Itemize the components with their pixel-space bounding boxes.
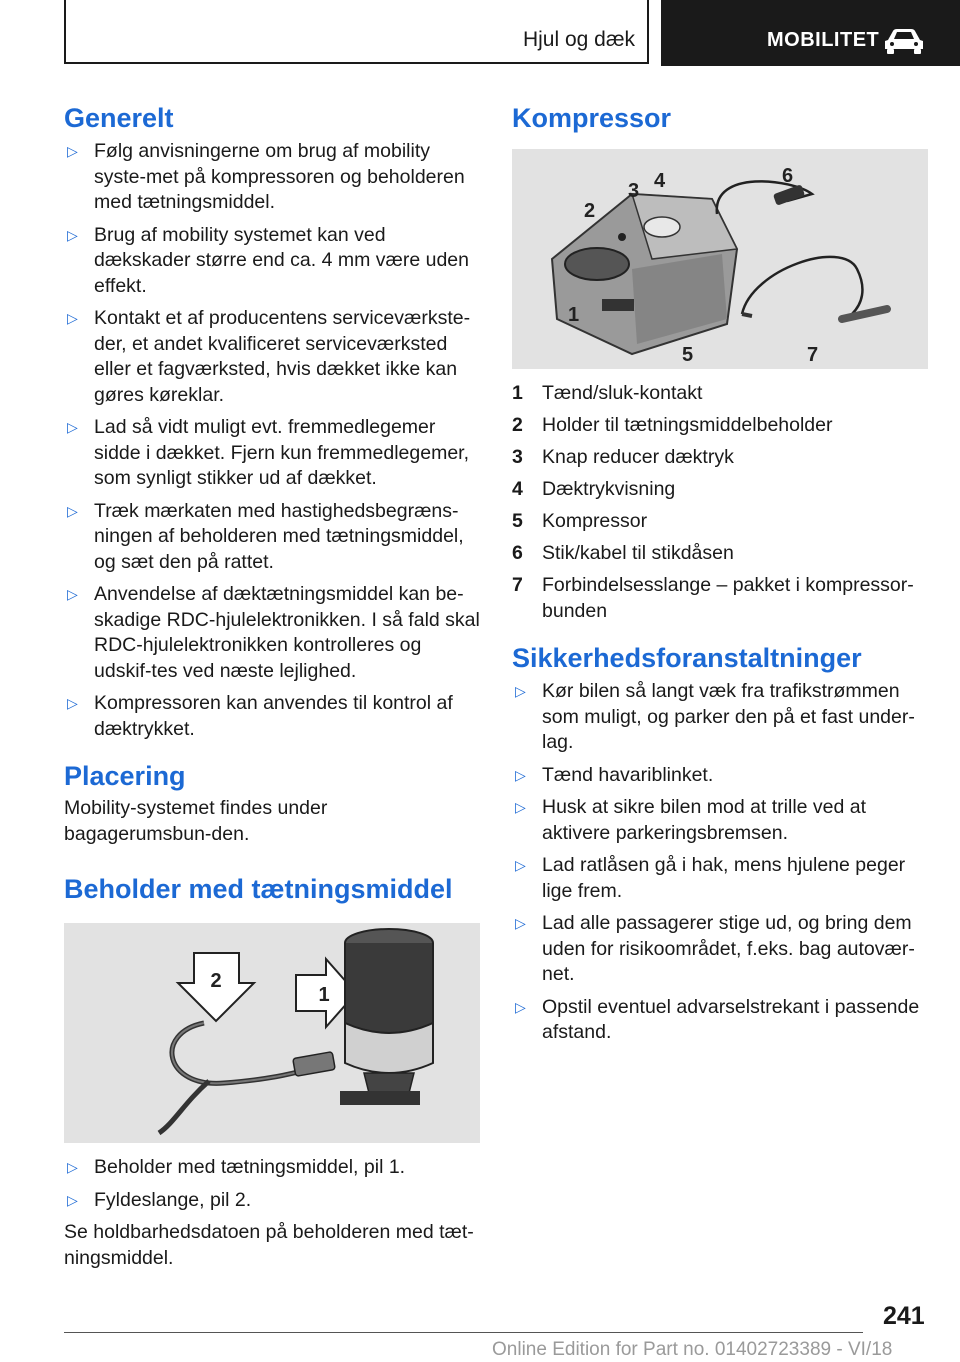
page-number: 241 — [883, 1302, 925, 1330]
sealant-container-illustration — [64, 923, 480, 1143]
chapter-tab[interactable] — [661, 0, 960, 66]
safety-list — [512, 679, 928, 1046]
figure-label: 5 — [682, 344, 694, 366]
triangle-bullet-icon: ▷ — [67, 695, 78, 711]
list-item: ▷ Lad alle passagerer stige ud, og bring dem uden for risikoområdet, f.eks. bag autovær-net. — [515, 912, 915, 985]
triangle-bullet-icon: ▷ — [67, 1191, 78, 1208]
list-item: ▷ Tænd havariblinket. — [512, 763, 928, 789]
car-icon — [882, 27, 926, 55]
list-item: 6 Stik/kabel til stikdåsen — [512, 542, 734, 564]
section-title: Hjul og dæk — [522, 28, 635, 51]
triangle-bullet-icon: ▷ — [515, 683, 526, 699]
figure-label: 1 — [318, 984, 330, 1006]
triangle-bullet-icon: ▷ — [67, 143, 78, 159]
list-item: ▷ Brug af mobility systemet kan ved dækskader større end ca. 4 mm være uden effekt. — [67, 223, 469, 297]
figure-label: 3 — [628, 180, 640, 202]
list-item: ▷ Kompressoren kan anvendes til kontrol af dæktrykket. — [67, 692, 453, 740]
figure-label: 7 — [807, 344, 819, 366]
triangle-bullet-icon: ▷ — [67, 419, 78, 435]
compressor-parts-list — [512, 381, 928, 624]
compressor-figure — [512, 149, 928, 369]
container-list — [64, 1155, 480, 1213]
heading-generelt: Generelt — [64, 103, 174, 133]
triangle-bullet-icon: ▷ — [67, 310, 78, 326]
figure-label: 2 — [210, 970, 222, 992]
list-item: ▷ Kør bilen så langt væk fra trafikstrømmen som muligt, og parker den på et fast under-lag. — [515, 680, 915, 753]
placement-text: Mobility-systemet findes under bagagerumsbun-den. — [64, 797, 328, 845]
list-item: ▷ Beholder med tætningsmiddel, pil 1. — [64, 1155, 480, 1181]
sealant-container-figure — [64, 923, 480, 1143]
left-column — [64, 98, 480, 1271]
list-item: 3 Knap reducer dæktryk — [512, 446, 734, 468]
figure-label: 1 — [568, 304, 580, 326]
list-item: ▷ Anvendelse af dæktætningsmiddel kan be-skadige RDC-hjulelektronikken. I så fald skal RDC-hjulelektronikken kontrolleres og udskif-tes ved næste lejlighed. — [67, 583, 480, 682]
header-section-box — [64, 0, 649, 64]
edition-text: Online Edition for Part no. 01402723389 - VI/18 — [492, 1339, 893, 1360]
list-item: ▷ Lad så vidt muligt evt. fremmedlegemer sidde i dækket. Fjern kun fremmedlegemer, som synligt stikker ud af dækket. — [67, 416, 469, 489]
figure-label: 2 — [584, 200, 596, 222]
figure-label: 4 — [654, 170, 666, 192]
list-item: ▷ Følg anvisningerne om brug af mobility syste-met på kompressoren og beholderen med tætningsmiddel. — [67, 140, 465, 213]
list-item: ▷ Opstil eventuel advarselstrekant i passende afstand. — [515, 995, 920, 1043]
list-item: ▷ Fyldeslange, pil 2. — [64, 1188, 480, 1214]
triangle-bullet-icon: ▷ — [67, 502, 78, 519]
list-item: 2 Holder til tætningsmiddelbeholder — [512, 414, 833, 436]
list-item: ▷ Træk mærkaten med hastighedsbegræns-ningen af beholderen med tætningsmiddel, og sæt den på rattet. — [67, 499, 464, 573]
footer-divider — [64, 1332, 863, 1333]
list-item: 4 Dæktrykvisning — [512, 478, 676, 500]
chapter-label: MOBILITET — [767, 29, 880, 51]
container-note: Se holdbarhedsdatoen på beholderen med tæt-ningsmiddel. — [64, 1221, 474, 1269]
triangle-bullet-icon: ▷ — [515, 857, 526, 873]
figure-label: 6 — [782, 165, 794, 187]
compressor-illustration — [512, 149, 928, 369]
triangle-bullet-icon: ▷ — [515, 799, 526, 815]
triangle-bullet-icon: ▷ — [515, 915, 526, 931]
list-item: 7 Forbindelsesslange – pakket i kompressor-bunden — [512, 574, 914, 622]
heading-kompressor: Kompressor — [512, 103, 672, 133]
triangle-bullet-icon: ▷ — [67, 226, 78, 243]
heading-beholder: Beholder med tætningsmiddel — [64, 874, 453, 904]
triangle-bullet-icon: ▷ — [67, 1159, 78, 1175]
list-item: ▷ Lad ratlåsen gå i hak, mens hjulene peger lige frem. — [515, 854, 906, 902]
list-item: 1 Tænd/sluk-kontakt — [512, 382, 703, 404]
general-list — [64, 139, 480, 742]
heading-sikkerhed: Sikkerhedsforanstaltninger — [512, 643, 862, 673]
triangle-bullet-icon: ▷ — [515, 998, 526, 1015]
right-column — [512, 98, 928, 1053]
heading-placering: Placering — [64, 761, 186, 791]
list-item: ▷ Husk at sikre bilen mod at trille ved at aktivere parkeringsbremsen. — [515, 796, 867, 844]
triangle-bullet-icon: ▷ — [67, 586, 78, 602]
list-item: 5 Kompressor — [512, 510, 648, 532]
list-item: ▷ Kontakt et af producentens serviceværkste-der, et andet kvalificeret serviceværksted eller et fagværksted, hvis dækket ikke kan gøres køreklar. — [67, 307, 471, 406]
triangle-bullet-icon: ▷ — [515, 766, 526, 783]
